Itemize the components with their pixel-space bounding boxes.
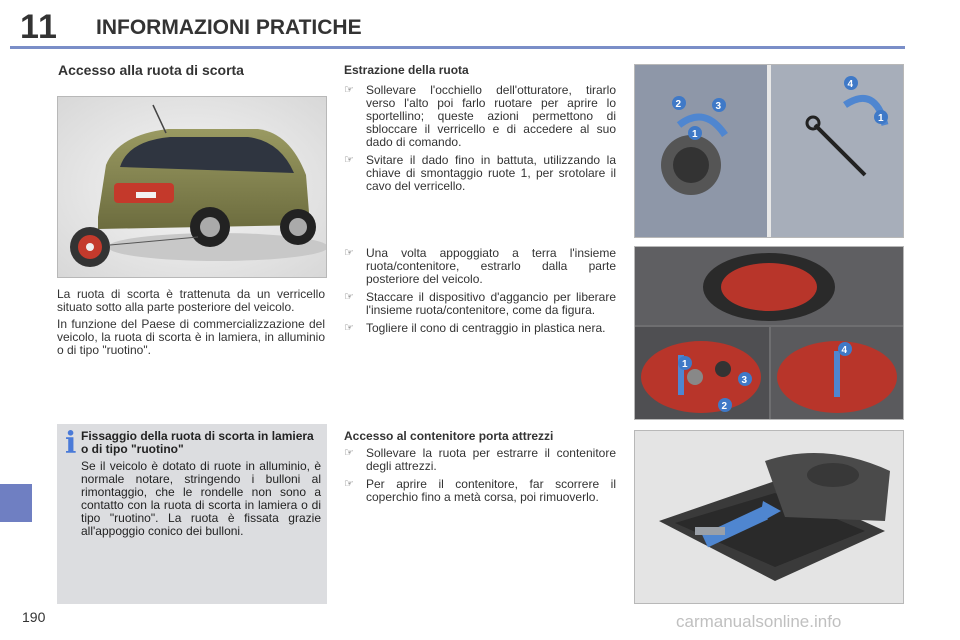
extraction-title: Estrazione della ruota xyxy=(344,63,469,77)
title-rule xyxy=(10,46,905,49)
list-item xyxy=(344,478,616,504)
pointer-icon: ☞ xyxy=(344,291,354,303)
list-item xyxy=(344,322,616,335)
list-item xyxy=(344,291,616,317)
info-icon: i xyxy=(65,426,77,461)
step-label: 4 xyxy=(841,345,848,356)
removal-steps xyxy=(344,247,616,340)
step-label: 3 xyxy=(741,375,748,386)
info-box xyxy=(57,424,327,604)
step-label: 3 xyxy=(715,101,722,112)
intro-text xyxy=(57,288,325,361)
pointer-icon: ☞ xyxy=(344,478,354,490)
step-text: Sollevare la ruota per estrarre il contenitore degli attrezzi. xyxy=(366,446,616,473)
step-text: Staccare il dispositivo d'aggancio per liberare l'insieme ruota/contenitore, come da figura. xyxy=(366,290,616,317)
step-label: 2 xyxy=(675,99,682,110)
step-text: Per aprire il contenitore, far scorrere il coperchio fino a metà corsa, poi rimuoverlo. xyxy=(366,477,616,504)
intro-paragraph: In funzione del Paese di commercializzazione del veicolo, la ruota di scorta è in lamiera, in alluminio o di tipo "ruotino". xyxy=(57,317,325,357)
toolbox-title: Accesso al contenitore porta attrezzi xyxy=(344,429,554,443)
wheel-release-image xyxy=(634,246,904,420)
step-label: 4 xyxy=(847,79,854,90)
list-item xyxy=(344,84,616,149)
chapter-title: INFORMAZIONI PRATICHE xyxy=(96,16,362,39)
toolbox-image xyxy=(634,430,904,604)
step-label: 1 xyxy=(682,359,688,370)
step-text: Togliere il cono di centraggio in plastica nera. xyxy=(366,321,606,335)
step-label: 1 xyxy=(878,113,884,124)
pointer-icon: ☞ xyxy=(344,322,354,334)
extraction-steps xyxy=(344,84,616,198)
step-text: Sollevare l'occhiello dell'otturatore, tirarlo verso l'alto poi farlo ruotare per aprire lo sportellino; queste azioni permettono di sbloccare il verricello e di accedere al suo dado di comando. xyxy=(366,83,616,149)
pointer-icon: ☞ xyxy=(344,154,354,166)
list-item xyxy=(344,154,616,193)
chapter-number: 11 xyxy=(20,8,58,46)
chapter-tab xyxy=(0,484,32,522)
list-item xyxy=(344,247,616,286)
watermark: carmanualsonline.info xyxy=(676,612,842,631)
pointer-icon: ☞ xyxy=(344,247,354,259)
page-number: 190 xyxy=(22,609,46,625)
winch-access-image xyxy=(634,64,904,238)
step-text: Svitare il dado fino in battuta, utilizzando la chiave di smontaggio ruote 1, per srotolare il cavo del verricello. xyxy=(366,153,616,193)
step-text: Una volta appoggiato a terra l'insieme ruota/contenitore, estrarlo dalla parte posteriore del veicolo. xyxy=(366,246,616,286)
pointer-icon: ☞ xyxy=(344,447,354,459)
pointer-icon: ☞ xyxy=(344,84,354,96)
car-spare-wheel-image xyxy=(57,96,327,278)
list-item xyxy=(344,447,616,473)
intro-paragraph: La ruota di scorta è trattenuta da un verricello situato sotto alla parte posteriore del veicolo. xyxy=(57,287,325,314)
info-text: Se il veicolo è dotato di ruote in alluminio, è normale notare, stringendo i bulloni al rimontaggio, che le rondelle non sono a contatto con la ruota di scorta in lamiera o di tipo "ruotino". La ruota è fissata grazie all'appoggio conico dei bulloni. xyxy=(81,459,321,538)
step-label: 2 xyxy=(721,401,728,412)
toolbox-steps xyxy=(344,447,616,509)
step-label: 1 xyxy=(692,129,698,140)
info-title: Fissaggio della ruota di scorta in lamiera o di tipo "ruotino" xyxy=(81,429,314,456)
section-title: Accesso alla ruota di scorta xyxy=(58,62,244,78)
